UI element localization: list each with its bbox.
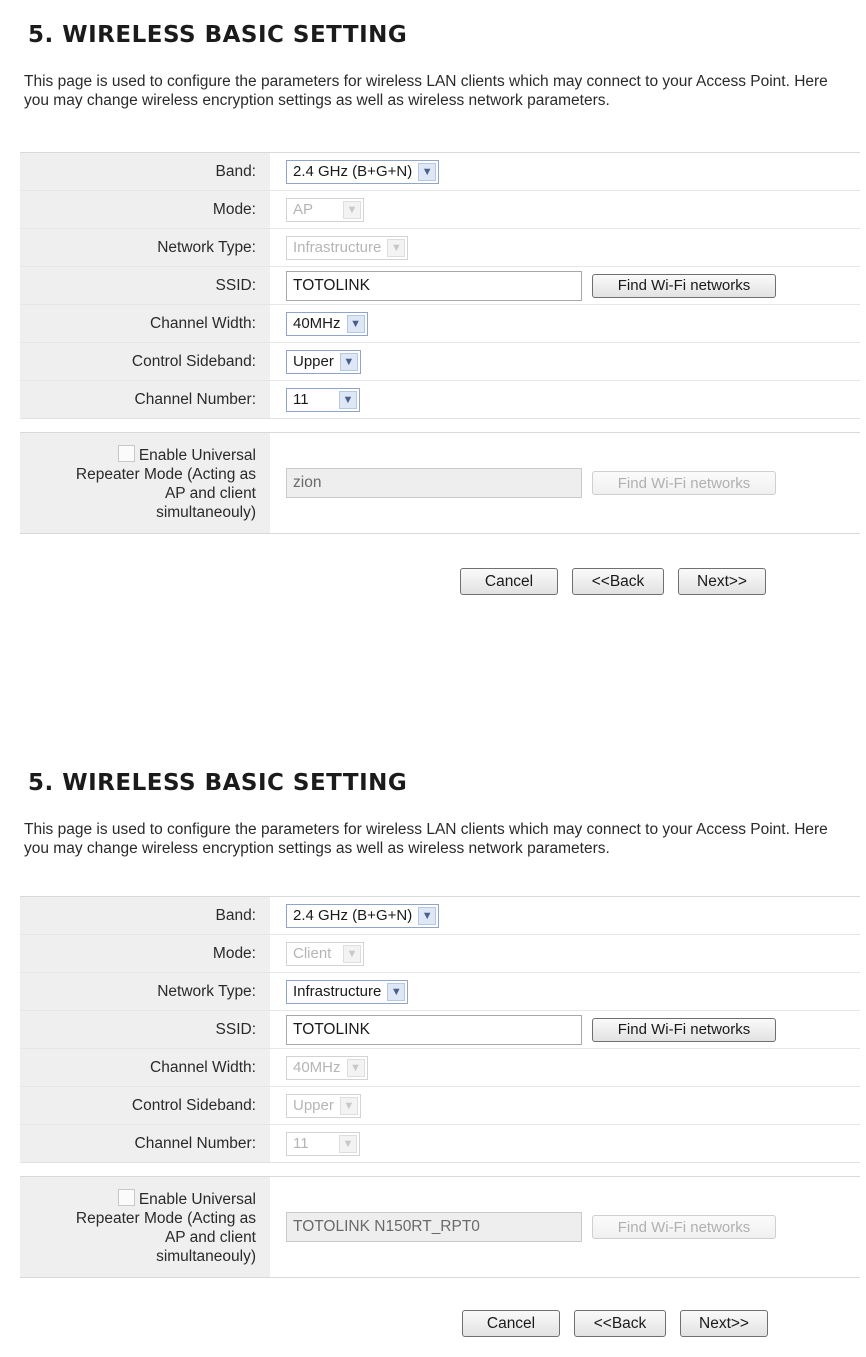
- page-title: 5. WIRELESS BASIC SETTING: [28, 770, 408, 796]
- cancel-button[interactable]: Cancel: [462, 1310, 560, 1337]
- repeater-label-line: simultaneouly): [156, 503, 256, 521]
- channel-width-select-value: 40MHz: [293, 315, 341, 332]
- chevron-down-icon: ▼: [347, 1059, 365, 1077]
- channel-number-label: Channel Number:: [20, 1125, 270, 1162]
- network-type-row: [20, 972, 860, 1010]
- channel-width-select: [286, 1056, 368, 1080]
- next-button[interactable]: Next>>: [678, 568, 766, 595]
- repeater-label: [20, 1177, 270, 1277]
- wireless-basic-setting-panel-1: [20, 10, 860, 590]
- band-select-value: 2.4 GHz (B+G+N): [293, 907, 413, 924]
- chevron-down-icon: ▼: [347, 315, 365, 333]
- repeater-ssid-input: TOTOLINK N150RT_RPT0: [286, 1212, 582, 1242]
- control-sideband-row: [20, 1086, 860, 1124]
- repeater-find-wifi-networks-button: Find Wi-Fi networks: [592, 1215, 776, 1239]
- chevron-down-icon: ▼: [387, 239, 405, 257]
- control-sideband-row: [20, 342, 860, 380]
- channel-width-select[interactable]: [286, 312, 368, 336]
- repeater-label: [20, 433, 270, 533]
- network-type-select-value: Infrastructure: [293, 983, 382, 1000]
- repeater-form: [20, 432, 860, 534]
- channel-number-label: Channel Number:: [20, 381, 270, 418]
- chevron-down-icon: ▼: [340, 1097, 358, 1115]
- repeater-ssid-input: zion: [286, 468, 582, 498]
- page-description: This page is used to configure the parameters for wireless LAN clients which may connect to your Access Point. Here you may change wireless encryption settings as well as wireless network parameters.: [24, 73, 828, 109]
- channel-number-row: [20, 380, 860, 419]
- band-label: Band:: [20, 897, 270, 934]
- control-sideband-select[interactable]: [286, 350, 361, 374]
- mode-label: Mode:: [20, 191, 270, 228]
- network-type-select-value: Infrastructure: [293, 239, 382, 256]
- chevron-down-icon: ▼: [343, 945, 361, 963]
- control-sideband-select-value: Upper: [293, 353, 334, 370]
- ssid-input[interactable]: TOTOLINK: [286, 271, 582, 301]
- band-row: [20, 152, 860, 190]
- repeater-row: [20, 1176, 860, 1278]
- channel-width-row: [20, 304, 860, 342]
- wizard-nav: [462, 1310, 768, 1337]
- channel-width-label: Channel Width:: [20, 1049, 270, 1086]
- control-sideband-label: Control Sideband:: [20, 343, 270, 380]
- back-button[interactable]: <<Back: [572, 568, 664, 595]
- network-type-label: Network Type:: [20, 973, 270, 1010]
- chevron-down-icon: ▼: [340, 353, 358, 371]
- chevron-down-icon: ▼: [343, 201, 361, 219]
- ssid-label: SSID:: [20, 1011, 270, 1048]
- band-select[interactable]: [286, 904, 439, 928]
- wireless-basic-setting-panel-2: [20, 758, 860, 1332]
- mode-select: [286, 198, 364, 222]
- network-type-select: [286, 236, 408, 260]
- cancel-button[interactable]: Cancel: [460, 568, 558, 595]
- repeater-find-wifi-networks-button: Find Wi-Fi networks: [592, 471, 776, 495]
- control-sideband-select: [286, 1094, 361, 1118]
- control-sideband-label: Control Sideband:: [20, 1087, 270, 1124]
- band-row: [20, 896, 860, 934]
- mode-select-value: Client: [293, 945, 332, 962]
- network-type-select[interactable]: [286, 980, 408, 1004]
- channel-width-label: Channel Width:: [20, 305, 270, 342]
- settings-form: [20, 896, 860, 1163]
- repeater-mode-checkbox[interactable]: [118, 1189, 135, 1206]
- ssid-label: SSID:: [20, 267, 270, 304]
- ssid-row: [20, 1010, 860, 1048]
- control-sideband-select-value: Upper: [293, 1097, 334, 1114]
- find-wifi-networks-button[interactable]: Find Wi-Fi networks: [592, 274, 776, 298]
- chevron-down-icon: ▼: [387, 983, 405, 1001]
- mode-row: [20, 190, 860, 228]
- mode-select-value: AP: [293, 201, 314, 218]
- channel-number-select[interactable]: [286, 388, 360, 412]
- find-wifi-networks-button[interactable]: Find Wi-Fi networks: [592, 1018, 776, 1042]
- channel-number-row: [20, 1124, 860, 1163]
- chevron-down-icon: ▼: [339, 1135, 357, 1153]
- next-button[interactable]: Next>>: [680, 1310, 768, 1337]
- channel-number-select: [286, 1132, 360, 1156]
- repeater-row: [20, 432, 860, 534]
- band-label: Band:: [20, 153, 270, 190]
- network-type-label: Network Type:: [20, 229, 270, 266]
- ssid-input[interactable]: TOTOLINK: [286, 1015, 582, 1045]
- chevron-down-icon: ▼: [418, 907, 436, 925]
- channel-number-select-value: 11: [293, 1135, 309, 1152]
- chevron-down-icon: ▼: [418, 163, 436, 181]
- repeater-label-line: Enable Universal: [138, 1190, 256, 1208]
- band-select-value: 2.4 GHz (B+G+N): [293, 163, 413, 180]
- channel-width-select-value: 40MHz: [293, 1059, 341, 1076]
- repeater-mode-checkbox[interactable]: [118, 445, 135, 462]
- ssid-row: [20, 266, 860, 304]
- repeater-label-line: AP and client: [164, 1228, 256, 1246]
- band-select[interactable]: [286, 160, 439, 184]
- repeater-label-line: simultaneouly): [156, 1247, 256, 1265]
- channel-width-row: [20, 1048, 860, 1086]
- mode-label: Mode:: [20, 935, 270, 972]
- mode-select: [286, 942, 364, 966]
- repeater-label-line: Repeater Mode (Acting as: [75, 1209, 256, 1227]
- repeater-label-line: AP and client: [164, 484, 256, 502]
- repeater-label-line: Repeater Mode (Acting as: [75, 465, 256, 483]
- page-title: 5. WIRELESS BASIC SETTING: [28, 22, 408, 48]
- back-button[interactable]: <<Back: [574, 1310, 666, 1337]
- page-description: This page is used to configure the parameters for wireless LAN clients which may connect to your Access Point. Here you may change wireless encryption settings as well as wireless network parameters.: [24, 821, 828, 857]
- repeater-label-line: Enable Universal: [138, 446, 256, 464]
- channel-number-select-value: 11: [293, 391, 309, 408]
- repeater-form: [20, 1176, 860, 1278]
- mode-row: [20, 934, 860, 972]
- wizard-nav: [460, 568, 766, 595]
- network-type-row: [20, 228, 860, 266]
- chevron-down-icon: ▼: [339, 391, 357, 409]
- settings-form: [20, 152, 860, 419]
